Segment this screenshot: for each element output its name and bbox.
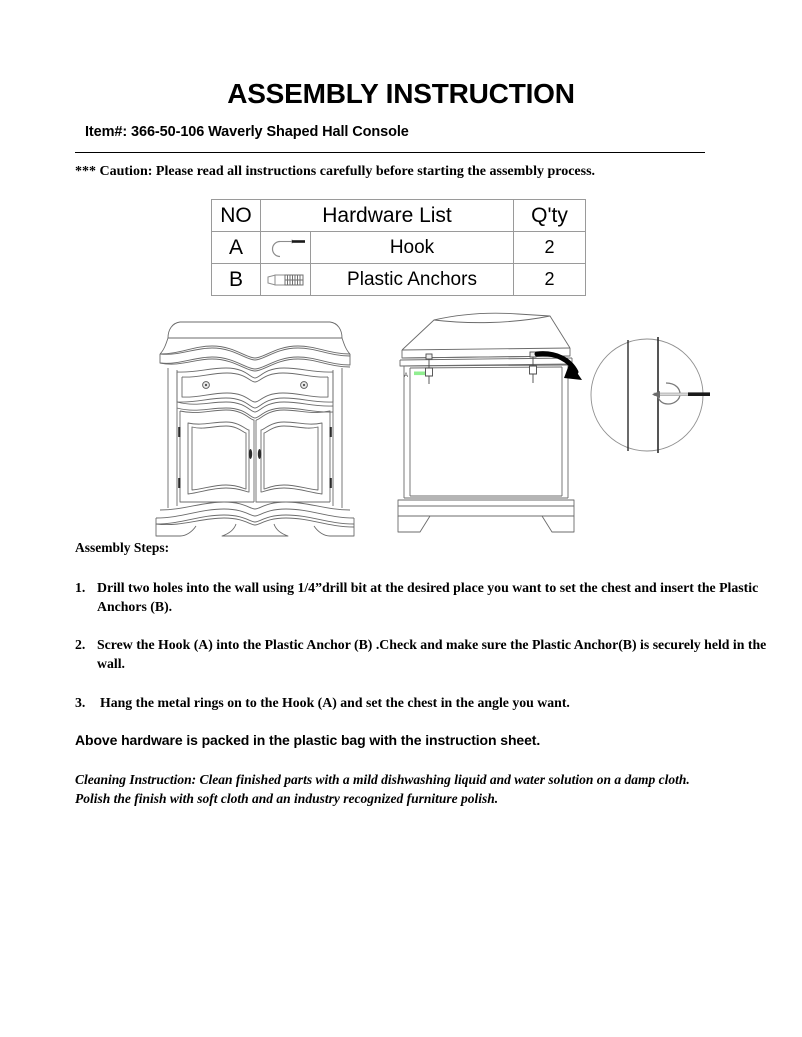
table-row — [212, 232, 586, 264]
cleaning-instruction — [75, 770, 725, 808]
table-row — [212, 264, 586, 296]
caution-text: *** Caution: Please read all instructions carefully before starting the assembly process. — [75, 164, 596, 179]
step-2-text: Screw the Hook (A) into the Plastic Anchor (B) .Check and make sure the Plastic Anchor(B) is securely held in the wall. — [97, 637, 767, 671]
step-1-text: Drill two holes into the wall using 1/4”drill bit at the desired place you want to set the chest and insert the Plastic Anchors (B). — [97, 580, 759, 614]
header-hardware-list: Hardware List — [261, 200, 514, 232]
hall-console-rear-view — [390, 310, 590, 540]
row-name-plastic-anchors: Plastic Anchors — [311, 264, 514, 296]
assembly-step-2 — [75, 635, 769, 673]
row-qty-plastic-anchors: 2 — [514, 264, 586, 296]
cleaning-text-2: Polish the finish with soft cloth and an industry recognized furniture polish. — [75, 791, 499, 806]
page-title: ASSEMBLY INSTRUCTION — [227, 78, 575, 109]
row-name-hook: Hook — [311, 232, 514, 264]
item-number-line: Item#: 366-50-106 Waverly Shaped Hall Console — [85, 124, 409, 140]
hook-icon — [261, 232, 311, 264]
cleaning-text-1: Clean finished parts with a mild dishwashing liquid and water solution on a damp cloth. — [199, 772, 690, 787]
packed-hardware-note: Above hardware is packed in the plastic bag with the instruction sheet. — [75, 732, 541, 748]
wall-hook-detail-circle — [590, 323, 720, 473]
illustrations-area — [0, 305, 802, 545]
row-letter-a: A — [212, 232, 261, 264]
plastic-anchor-icon — [261, 264, 311, 296]
header-divider — [75, 152, 705, 153]
row-qty-hook: 2 — [514, 232, 586, 264]
table-header-row — [212, 200, 586, 232]
step-1-number: 1. — [75, 580, 86, 595]
step-3-text: Hang the metal rings on to the Hook (A) and set the chest in the angle you want. — [100, 695, 570, 710]
header-qty: Q'ty — [514, 200, 586, 232]
row-letter-b: B — [212, 264, 261, 296]
assembly-steps-heading: Assembly Steps: — [75, 540, 170, 555]
step-2-number: 2. — [75, 637, 86, 652]
header-no: NO — [212, 200, 261, 232]
step-3-number: 3. — [75, 695, 86, 710]
hall-console-front-view — [150, 310, 360, 540]
cleaning-label: Cleaning Instruction: — [75, 772, 197, 787]
assembly-step-1 — [75, 578, 769, 616]
hardware-list-table — [211, 199, 586, 296]
assembly-step-3 — [75, 693, 772, 712]
highlight-marker — [414, 372, 425, 376]
rear-hanger-label: A — [404, 373, 409, 379]
